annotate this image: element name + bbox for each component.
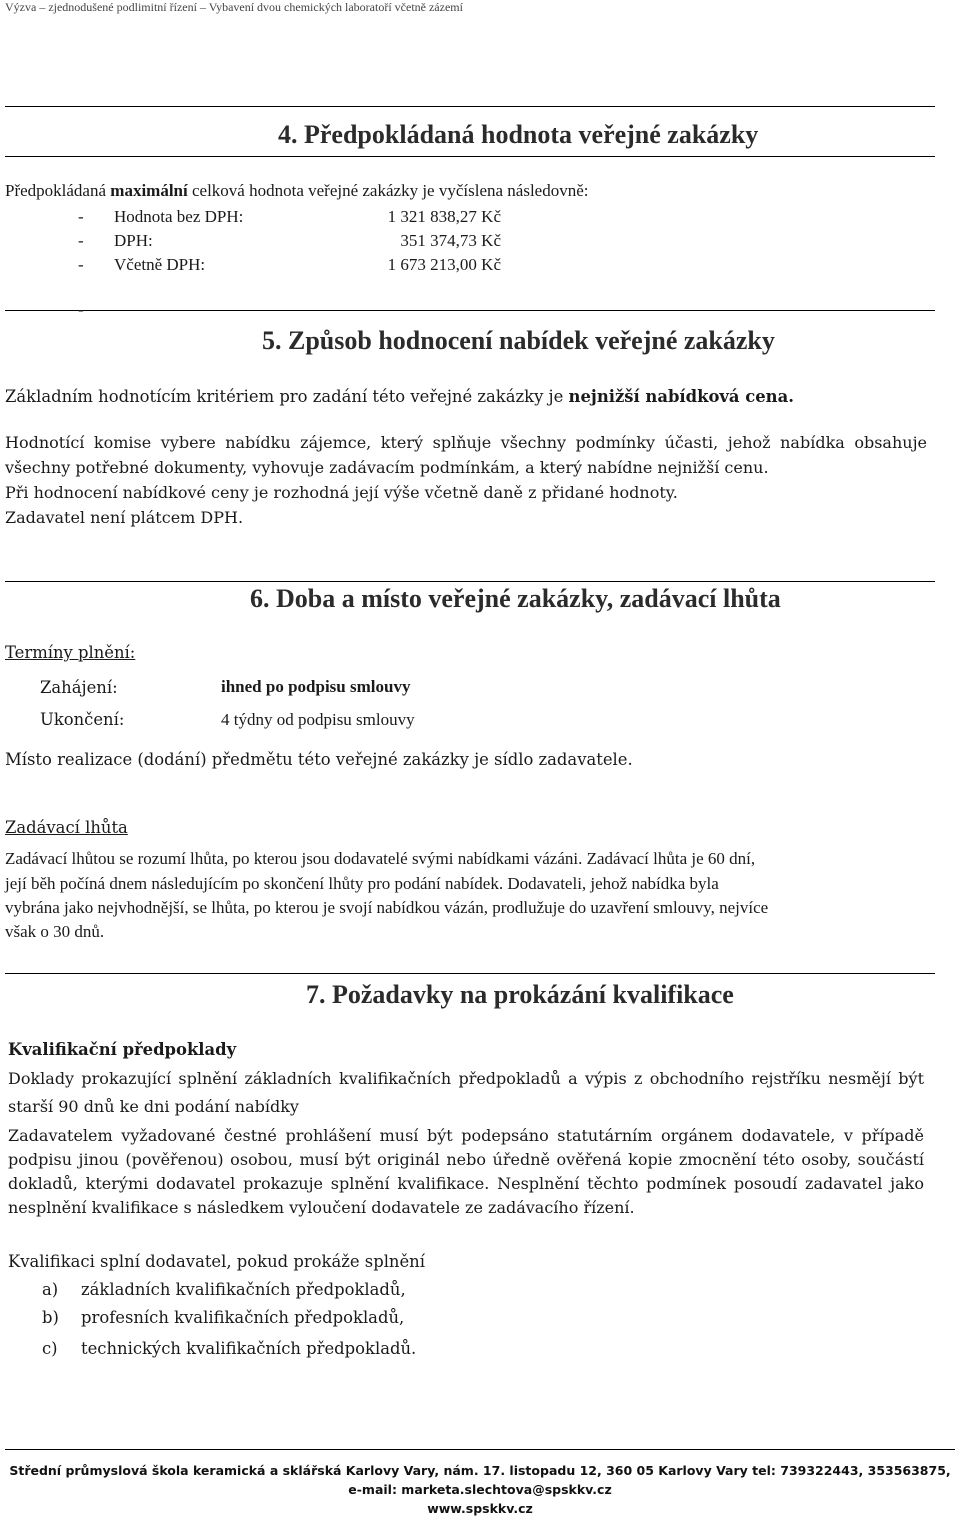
qualification-heading: Kvalifikační předpoklady (8, 1040, 237, 1059)
price-label: DPH: (114, 231, 153, 250)
list-item: technických kvalifikačních předpokladů. (81, 1339, 417, 1358)
list-marker: b) (42, 1308, 59, 1327)
s5-paragraph: Hodnotící komise vybere nabídku zájemce, který splňuje všechny podmínky účasti, jehož nabídka obsahuje (5, 433, 927, 452)
section-rule-bottom (5, 156, 935, 157)
s5-paragraph: Při hodnocení nabídkové ceny je rozhodná její výše včetně daně z přidané hodnoty. (5, 483, 678, 502)
footer-address: Střední průmyslová škola keramická a sklářská Karlovy Vary, nám. 17. listopadu 12, 360 05 Karlovy Vary tel: 739322443, 353563875, (9, 1463, 951, 1478)
s7-paragraph: Doklady prokazující splnění základních kvalifikačních předpokladů a výpis z obchodního rejstříku nesmějí být (8, 1069, 924, 1088)
period-heading: Zadávací lhůta (5, 818, 128, 837)
list-item: základních kvalifikačních předpokladů, (81, 1280, 406, 1299)
running-header: Výzva – zjednodušené podlimitní řízení – Vybavení dvou chemických laboratoří včetně zázemí (5, 0, 463, 14)
s7-paragraph: dokladů, kterými dodavatel prokazuje splnění kvalifikace. Nesplnění těchto podmínek posoudí zadavatel jako (8, 1174, 924, 1193)
end-label: Ukončení: (40, 710, 125, 729)
s4-intro: Předpokládaná maximální celková hodnota veřejné zakázky je vyčíslena následovně: (5, 181, 589, 200)
price-value: 351 374,73 Kč (400, 231, 501, 250)
s7-paragraph: nesplnění kvalifikace s následkem vyloučení dodavatele ze zadávacího řízení. (8, 1198, 635, 1217)
section-rule-top (5, 310, 935, 311)
period-text: její běh počíná dnem následujícím po skončení lhůty pro podání nabídek. Dodavateli, jehož nabídka byla (5, 874, 719, 893)
price-value: 1 321 838,27 Kč (387, 207, 501, 226)
terms-heading: Termíny plnění: (5, 643, 136, 662)
footer-website: www.spskkv.cz (427, 1501, 533, 1516)
period-text: však o 30 dnů. (5, 922, 105, 941)
list-dash: - (78, 231, 84, 250)
price-label: Včetně DPH: (114, 255, 206, 274)
section-7-title: 7. Požadavky na prokázání kvalifikace (306, 980, 734, 1009)
s5-paragraph: všechny potřebné dokumenty, vyhovuje zadávacím podmínkám, a který nabídne nejnižší cenu. (5, 458, 769, 477)
start-label: Zahájení: (40, 678, 118, 697)
list-dash: - (78, 207, 84, 226)
section-rule-top (5, 106, 935, 107)
price-label: Hodnota bez DPH: (114, 207, 244, 226)
place-text: Místo realizace (dodání) předmětu této veřejné zakázky je sídlo zadavatele. (5, 750, 633, 769)
s5-paragraph: Zadavatel není plátcem DPH. (5, 508, 244, 527)
s7-paragraph: podpisu jinou (pověřenou) osobou, musí být originál nebo úředně ověřená kopie zmocnění této osoby, součástí (8, 1150, 924, 1169)
s7-list-intro: Kvalifikaci splní dodavatel, pokud prokáže splnění (8, 1252, 425, 1271)
s5-criterion: Základním hodnotícím kritériem pro zadání této veřejné zakázky je nejnižší nabídková cena. (5, 387, 794, 406)
list-marker: c) (42, 1339, 58, 1358)
price-value: 1 673 213,00 Kč (387, 255, 501, 274)
section-rule-top (5, 973, 935, 974)
period-text: vybrána jako nejvhodnější, se lhůta, po kterou je svojí nabídkou vázán, prodlužuje do uzavření smlouvy, nejvíce (5, 898, 769, 917)
start-value: ihned po podpisu smlouvy (221, 677, 411, 696)
list-marker: a) (42, 1280, 59, 1299)
end-value: 4 týdny od podpisu smlouvy (221, 710, 415, 729)
s7-paragraph: starší 90 dnů ke dni podání nabídky (8, 1097, 299, 1116)
s7-paragraph: Zadavatelem vyžadované čestné prohlášení musí být podepsáno statutárním orgánem dodavatele, v případě (8, 1126, 924, 1145)
section-6-title: 6. Doba a místo veřejné zakázky, zadávací lhůta (250, 584, 781, 613)
period-text: Zadávací lhůtou se rozumí lhůta, po kterou jsou dodavatelé svými nabídkami vázáni. Zadávací lhůta je 60 dní, (5, 849, 756, 868)
list-dash: - (78, 255, 84, 274)
stray-dash: - (78, 300, 84, 319)
footer-rule (5, 1449, 955, 1450)
footer-email: e-mail: marketa.slechtova@spskkv.cz (348, 1482, 612, 1497)
section-5-title: 5. Způsob hodnocení nabídek veřejné zakázky (262, 326, 775, 355)
list-item: profesních kvalifikačních předpokladů, (81, 1308, 405, 1327)
section-4-title: 4. Předpokládaná hodnota veřejné zakázky (278, 120, 759, 149)
section-rule-top (5, 581, 935, 582)
